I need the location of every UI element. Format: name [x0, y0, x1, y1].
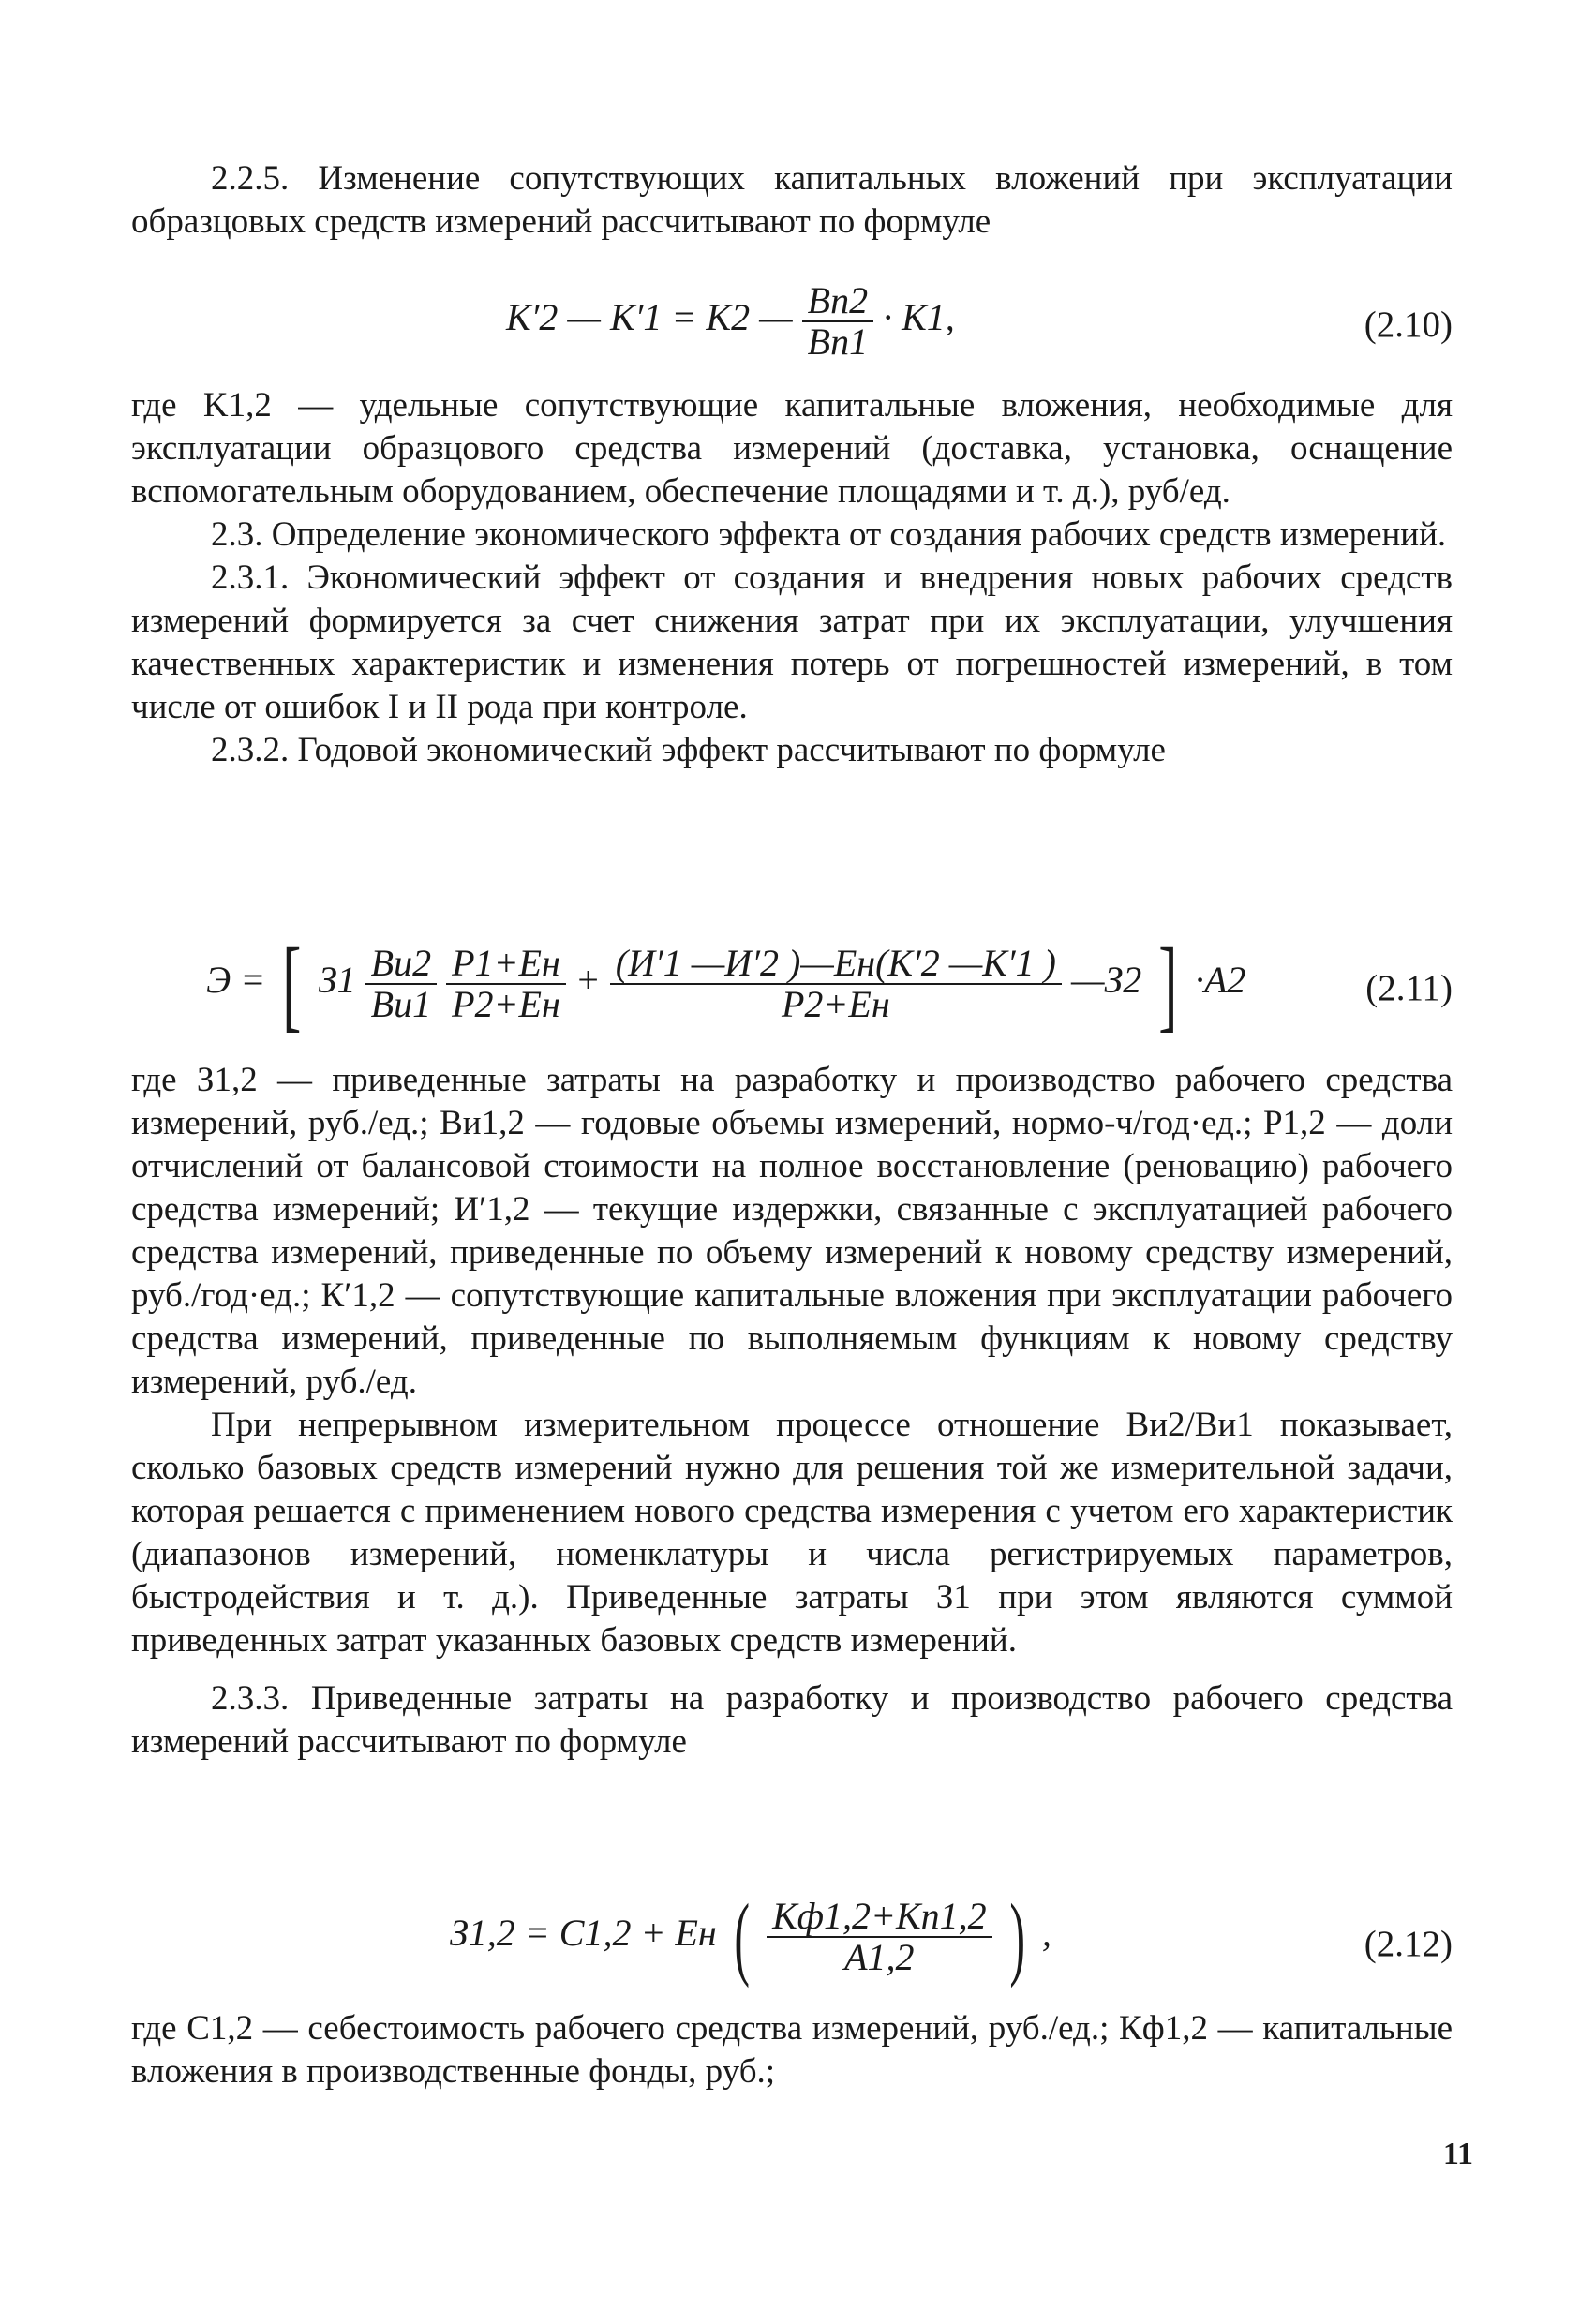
fraction-numerator: Р1+Ен [446, 944, 566, 985]
fraction-numerator: Кф1,2+Кп1,2 [767, 1897, 992, 1938]
section-2-2-5 [131, 157, 1453, 244]
formula-2-11-z1: З1 [318, 959, 356, 1002]
formula-2-11-fraction-3 [610, 944, 1062, 1024]
formula-2-11-multiplier: ·А2 [1194, 959, 1246, 1002]
paragraph-2-3-3: 2.3.3. Приведенные затраты на разработку и производство рабочего средства измерений рассчитывают по формуле [131, 1679, 1453, 1761]
formula-2-12-fraction [767, 1897, 992, 1977]
formula-2-10-fraction [802, 281, 873, 362]
formula-2-11-lhs: Э = [206, 959, 266, 1002]
formula-2-10 [131, 281, 1453, 375]
formula-2-12 [131, 1885, 1453, 1998]
formula-2-10-lhs: K′2 — K′1 = K2 — [506, 296, 793, 339]
formula-number: (2.11) [1365, 968, 1453, 1008]
paragraph-definitions-2: где З1,2 — приведенные затраты на разработку и производство рабочего средства измерений, руб./ед.; Ви1,2 — годовые объемы измерений, нормо-ч/год·ед.; Р1,2 — доли отчислений от балансовой стоимости на полное восстановление (реновацию) рабочего средства измерений; И′1,2 — текущие издержки, связанные с эксплуатацией рабочего средства измерений, приведенные по объему измерений к новому средству измерений, руб./год·ед.; К′1,2 — сопутствующие капитальные вложения при эксплуатации рабочего средства измерений, приведенные по выполняемым функциям к новому средству измерений, руб./ед. [131, 1061, 1453, 1401]
paragraph-2-2-5: 2.2.5. Изменение сопутствующих капитальных вложений при эксплуатации образцовых средств измерений рассчитывают по формуле [131, 159, 1453, 241]
fraction-denominator: Р2+Ен [782, 983, 890, 1025]
formula-2-12-tail: , [1041, 1912, 1051, 1955]
section-definitions-1 [131, 384, 1453, 772]
section-definitions-3 [131, 2007, 1453, 2093]
left-bracket: [ [282, 927, 302, 1041]
plus-sign: + [574, 959, 601, 1002]
paragraph-2-3-1: 2.3.1. Экономический эффект от создания и внедрения новых рабочих средств измерений формируется за счет снижения затрат при их эксплуатации, улучшения качественных характеристик и изменения потерь от погрешностей измерений, в том числе от ошибок I и II рода при контроле. [131, 559, 1453, 726]
section-definitions-2 [131, 1059, 1453, 1764]
formula-2-11-fraction-1 [365, 944, 437, 1024]
formula-2-11-tail: —З2 [1070, 959, 1142, 1002]
paragraph-definitions-1: где K1,2 — удельные сопутствующие капитальные вложения, необходимые для эксплуатации образцового средства измерений (доставка, установка, оснащение вспомогательным оборудованием, обеспечение площадями и т. д.), руб/ед. [131, 386, 1453, 511]
formula-number: (2.10) [1364, 305, 1453, 345]
right-bracket: ] [1158, 927, 1178, 1041]
fraction-denominator: А1,2 [844, 1936, 915, 1978]
formula-2-10-tail: · K1, [883, 296, 955, 339]
page-number: 11 [1442, 2137, 1473, 2171]
formula-number: (2.12) [1364, 1924, 1453, 1964]
fraction-numerator: (И′1 —И′2 )—Ен(К′2 —К′1 ) [610, 944, 1062, 985]
fraction-numerator: Ви2 [365, 944, 437, 985]
paragraph-2-3-2: 2.3.2. Годовой экономический эффект рассчитывают по формуле [211, 731, 1166, 769]
fraction-denominator: Р2+Ен [452, 983, 560, 1025]
formula-2-11 [131, 927, 1453, 1050]
formula-2-12-lhs: З1,2 = С1,2 + Ен [450, 1912, 717, 1955]
fraction-numerator: Вп2 [802, 281, 873, 322]
fraction-denominator: Вп1 [807, 320, 869, 363]
paragraph-definitions-3: где С1,2 — себестоимость рабочего средства измерений, руб./ед.; Кф1,2 — капитальные вложения в производственные фонды, руб.; [131, 2009, 1453, 2091]
paragraph-2-3: 2.3. Определение экономического эффекта от создания рабочих средств измерений. [211, 515, 1447, 554]
left-paren: ( [734, 1885, 750, 1989]
paragraph-continuous-process: При непрерывном измерительном процессе отношение Ви2/Ви1 показывает, сколько базовых средств измерений нужно для решения той же измерительной задачи, которая решается с применением нового средства измерения с учетом его характеристик (диапазонов измерений, номенклатуры и числа регистрируемых параметров, быстродействия и т. д.). Приведенные затраты З1 при этом являются суммой приведенных затрат указанных базовых средств измерений. [131, 1406, 1453, 1660]
formula-2-11-fraction-2 [446, 944, 566, 1024]
fraction-denominator: Ви1 [370, 983, 432, 1025]
right-paren: ) [1008, 1885, 1025, 1989]
